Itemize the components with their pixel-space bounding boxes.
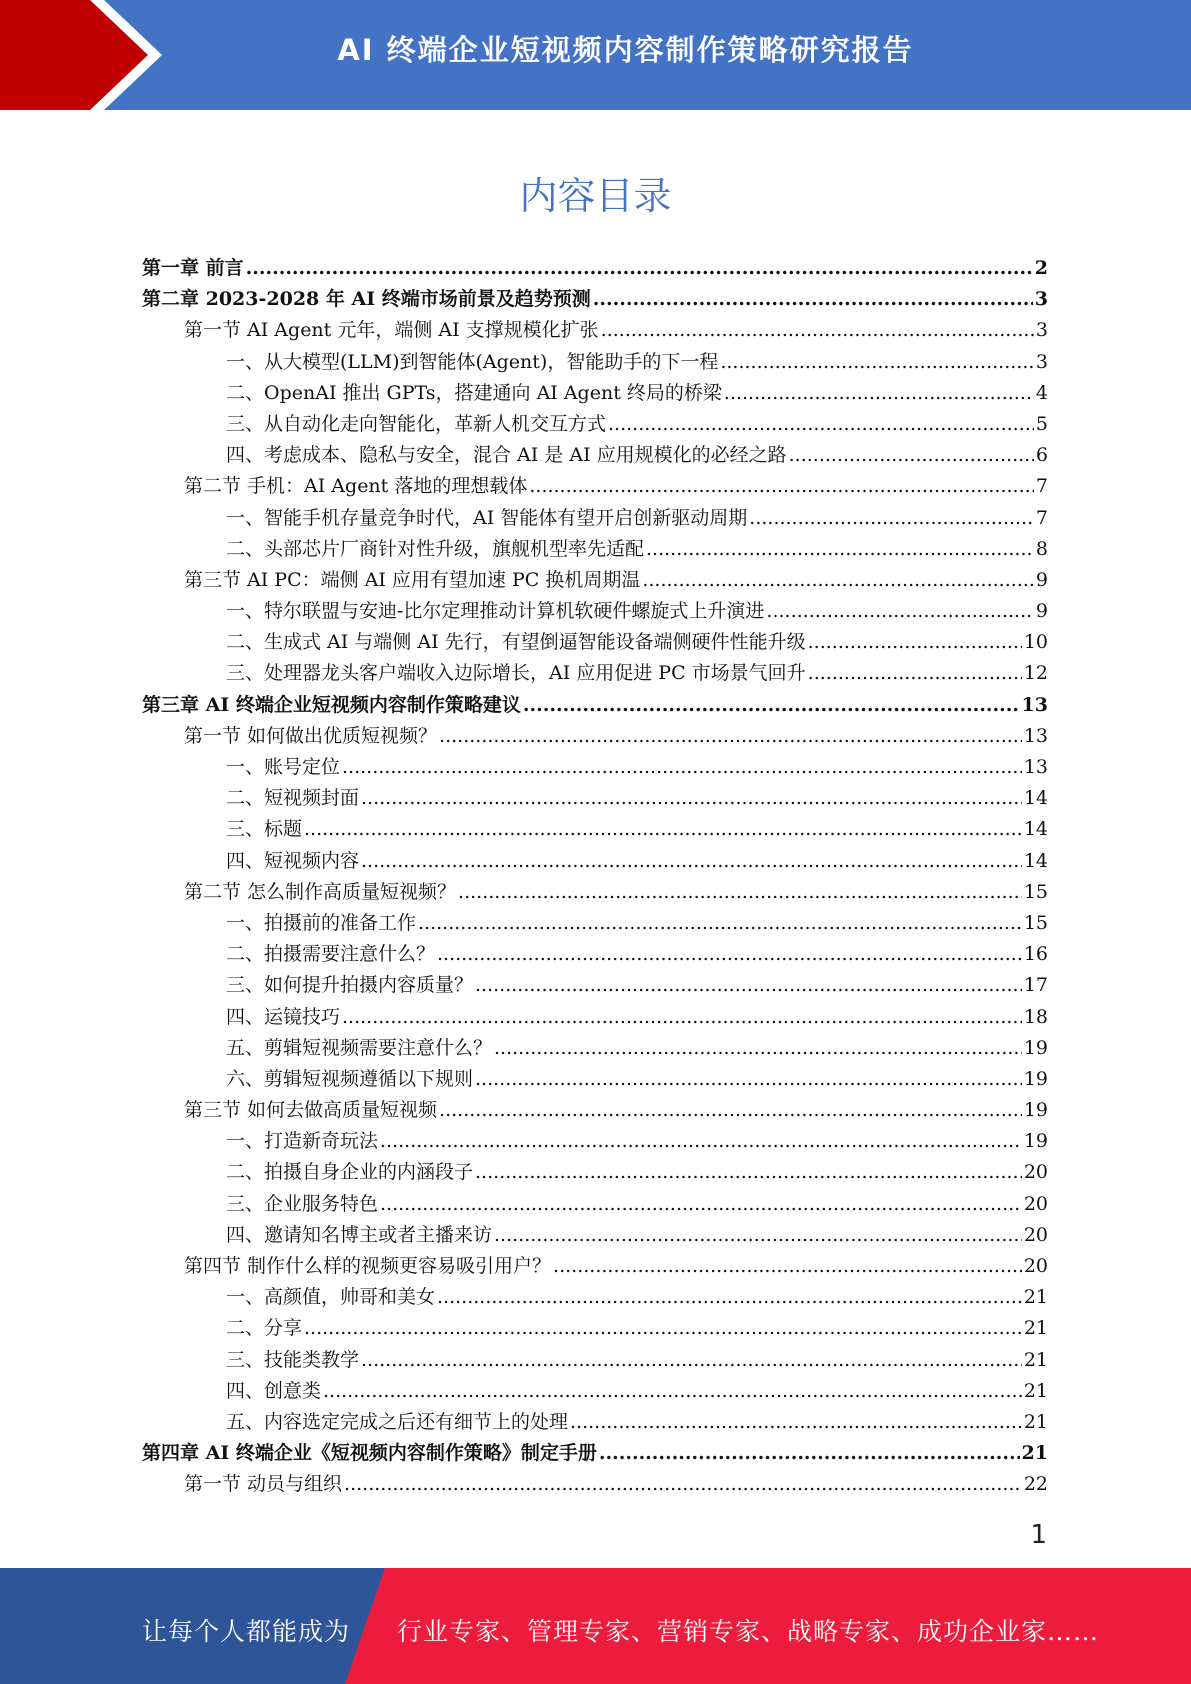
toc-dot-leader bbox=[418, 912, 1022, 934]
toc-entry-page: 13 bbox=[1023, 756, 1048, 778]
toc-entry[interactable] bbox=[142, 565, 1048, 596]
toc-entry-title: 第一章 前言 bbox=[142, 257, 244, 279]
toc-entry[interactable] bbox=[142, 1064, 1048, 1095]
toc-entry-page: 7 bbox=[1035, 506, 1048, 529]
toc-entry-page: 18 bbox=[1023, 1005, 1048, 1028]
toc-dot-leader bbox=[458, 881, 1022, 903]
toc-dot-leader bbox=[720, 351, 1034, 373]
toc-entry[interactable] bbox=[142, 596, 1048, 627]
toc-entry-title: 三、如何提升拍摄内容质量？ bbox=[226, 974, 474, 997]
toc-entry-title: 二、短视频封面 bbox=[226, 787, 360, 810]
toc-entry-title: 三、处理器龙头客户端收入边际增长，AI 应用促进 PC 市场景气回升 bbox=[226, 662, 806, 685]
toc-entry-page: 20 bbox=[1023, 1223, 1048, 1246]
toc-entry-title: 一、特尔联盟与安迪-比尔定理推动计算机软硬件螺旋式上升演进 bbox=[226, 600, 765, 623]
toc-dot-leader bbox=[304, 818, 1022, 840]
toc-entry[interactable] bbox=[142, 1345, 1048, 1376]
toc-dot-leader bbox=[380, 1193, 1022, 1215]
toc-entry[interactable] bbox=[142, 1220, 1048, 1251]
toc-entry-title: 第二章 2023-2028 年 AI 终端市场前景及趋势预测 bbox=[142, 288, 591, 311]
toc-entry-title: 三、标题 bbox=[226, 818, 303, 841]
toc-dot-leader bbox=[439, 1099, 1022, 1121]
toc-dot-leader bbox=[475, 1161, 1022, 1183]
toc-dot-leader bbox=[342, 1006, 1022, 1028]
toc-entry-title: 二、分享 bbox=[226, 1317, 303, 1340]
toc-dot-leader bbox=[570, 1411, 1022, 1433]
toc-entry-page: 19 bbox=[1023, 1130, 1048, 1153]
toc-entry-page: 20 bbox=[1023, 1255, 1048, 1277]
toc-entry-page: 12 bbox=[1023, 662, 1048, 685]
toc-entry-page: 20 bbox=[1023, 1161, 1048, 1184]
toc-entry-page: 6 bbox=[1035, 444, 1048, 467]
toc-entry-title: 一、账号定位 bbox=[226, 756, 341, 778]
toc-entry-page: 17 bbox=[1023, 974, 1048, 997]
toc-dot-leader bbox=[553, 1255, 1022, 1277]
toc-dot-leader bbox=[323, 1380, 1022, 1402]
toc-dot-leader bbox=[642, 569, 1034, 591]
toc-entry-page: 20 bbox=[1023, 1192, 1048, 1215]
toc-dot-leader bbox=[766, 600, 1033, 622]
toc-entry[interactable] bbox=[142, 440, 1048, 471]
toc-entry-title: 三、技能类教学 bbox=[226, 1348, 360, 1371]
page-number: 1 bbox=[1030, 1520, 1047, 1550]
toc-entry[interactable] bbox=[142, 1438, 1048, 1469]
toc-entry-page: 21 bbox=[1021, 1442, 1048, 1465]
report-title: AI 终端企业短视频内容制作策略研究报告 bbox=[337, 33, 914, 67]
toc-entry[interactable] bbox=[142, 347, 1048, 378]
toc-dot-leader bbox=[494, 1224, 1022, 1246]
toc-entry-title: 第二节 怎么制作高质量短视频？ bbox=[184, 880, 457, 903]
toc-entry[interactable] bbox=[142, 846, 1048, 877]
toc-entry-title: 一、从大模型(LLM)到智能体(Agent)，智能助手的下一程 bbox=[226, 350, 719, 373]
toc-entry-title: 五、内容选定完成之后还有细节上的处理 bbox=[226, 1410, 569, 1433]
toc-entry[interactable] bbox=[142, 1469, 1048, 1500]
toc-heading: 内容目录 bbox=[519, 174, 672, 218]
toc-entry-title: 第三章 AI 终端企业短视频内容制作策略建议 bbox=[142, 693, 521, 716]
toc-entry-page: 21 bbox=[1023, 1317, 1048, 1340]
toc-entry-title: 一、高颜值，帅哥和美女 bbox=[226, 1286, 436, 1309]
toc-entry[interactable] bbox=[142, 378, 1048, 409]
toc-entry-title: 第三节 如何去做高质量短视频 bbox=[184, 1099, 438, 1122]
toc-entry-title: 三、企业服务特色 bbox=[226, 1192, 379, 1215]
toc-entry[interactable] bbox=[142, 253, 1048, 284]
toc-entry-title: 第四节 制作什么样的视频更容易吸引用户？ bbox=[184, 1255, 552, 1277]
toc-entry-page: 2 bbox=[1034, 257, 1048, 279]
toc-entry[interactable] bbox=[142, 1376, 1048, 1407]
toc-entry-title: 四、创意类 bbox=[226, 1379, 322, 1402]
toc-entry-page: 19 bbox=[1023, 1036, 1048, 1059]
toc-entry-title: 二、拍摄自身企业的内涵段子 bbox=[226, 1161, 474, 1184]
toc-dot-leader bbox=[749, 507, 1034, 529]
toc-entry-title: 第三节 AI PC：端侧 AI 应用有望加速 PC 换机周期温 bbox=[184, 568, 641, 591]
toc-entry-page: 13 bbox=[1023, 724, 1048, 747]
toc-entry-page: 15 bbox=[1023, 880, 1048, 903]
toc-entry-title: 六、剪辑短视频遵循以下规则 bbox=[226, 1067, 474, 1090]
toc-entry[interactable] bbox=[142, 877, 1048, 908]
toc-entry[interactable] bbox=[142, 1157, 1048, 1188]
toc-entry-title: 第一节 动员与组织 bbox=[184, 1473, 343, 1496]
toc-entry-page: 9 bbox=[1035, 600, 1048, 623]
toc-entry-page: 7 bbox=[1035, 475, 1048, 498]
toc-entry-title: 第一节 AI Agent 元年，端侧 AI 支撑规模化扩张 bbox=[184, 319, 599, 342]
toc-entry[interactable] bbox=[142, 1033, 1048, 1064]
toc-entry[interactable] bbox=[142, 315, 1048, 346]
toc-entry[interactable] bbox=[142, 752, 1048, 783]
toc-entry[interactable] bbox=[142, 471, 1048, 502]
toc-entry-page: 21 bbox=[1023, 1379, 1048, 1402]
toc-dot-leader bbox=[529, 475, 1034, 497]
toc-entry-title: 四、短视频内容 bbox=[226, 849, 360, 872]
toc-entry[interactable] bbox=[142, 1313, 1048, 1344]
toc-entry-title: 第二节 手机：AI Agent 落地的理想载体 bbox=[184, 475, 528, 498]
toc-entry-page: 9 bbox=[1035, 568, 1048, 591]
toc-entry-page: 21 bbox=[1023, 1286, 1048, 1309]
toc-dot-leader bbox=[808, 662, 1022, 684]
toc-entry-title: 三、从自动化走向智能化，革新人机交互方式 bbox=[226, 412, 607, 435]
toc-entry-title: 一、智能手机存量竞争时代，AI 智能体有望开启创新驱动周期 bbox=[226, 506, 748, 529]
toc-entry[interactable] bbox=[142, 1002, 1048, 1033]
toc-entry[interactable] bbox=[142, 690, 1048, 721]
toc-entry-page: 14 bbox=[1023, 818, 1048, 841]
toc-entry-page: 3 bbox=[1034, 288, 1048, 311]
toc-dot-leader bbox=[608, 413, 1034, 435]
toc-dot-leader bbox=[437, 1286, 1022, 1308]
toc-entry-page: 4 bbox=[1035, 381, 1048, 404]
toc-entry-page: 19 bbox=[1023, 1099, 1048, 1122]
toc-dot-leader bbox=[439, 725, 1022, 747]
toc-entry-title: 四、考虑成本、隐私与安全，混合 AI 是 AI 应用规模化的必经之路 bbox=[226, 444, 787, 467]
toc-entry-page: 14 bbox=[1023, 849, 1048, 872]
footer-slogan-left: 让每个人都能成为 bbox=[142, 1617, 351, 1646]
toc-entry[interactable] bbox=[142, 783, 1048, 814]
toc-entry-page: 3 bbox=[1035, 350, 1048, 373]
toc-entry[interactable] bbox=[142, 1126, 1048, 1157]
toc-entry-page: 14 bbox=[1023, 787, 1048, 810]
toc-entry-page: 21 bbox=[1023, 1410, 1048, 1433]
toc-dot-leader bbox=[361, 850, 1022, 872]
table-of-contents bbox=[142, 253, 1048, 1501]
toc-entry-title: 第一节 如何做出优质短视频？ bbox=[184, 724, 438, 747]
toc-entry[interactable] bbox=[142, 1251, 1048, 1282]
toc-entry[interactable] bbox=[142, 814, 1048, 845]
toc-dot-leader bbox=[494, 1037, 1022, 1059]
toc-entry-page: 3 bbox=[1035, 319, 1048, 342]
toc-entry[interactable] bbox=[142, 908, 1048, 939]
toc-entry[interactable] bbox=[142, 970, 1048, 1001]
toc-dot-leader bbox=[808, 631, 1022, 653]
toc-entry-title: 二、OpenAI 推出 GPTs，搭建通向 AI Agent 终局的桥梁 bbox=[226, 381, 722, 404]
toc-entry[interactable] bbox=[142, 534, 1048, 565]
toc-entry-page: 13 bbox=[1021, 693, 1048, 716]
toc-dot-leader bbox=[380, 1130, 1022, 1152]
toc-entry-title: 二、头部芯片厂商针对性升级，旗舰机型率先适配 bbox=[226, 537, 645, 560]
toc-entry[interactable] bbox=[142, 721, 1048, 752]
toc-entry-page: 8 bbox=[1035, 537, 1048, 560]
toc-dot-leader bbox=[246, 257, 1033, 279]
toc-dot-leader bbox=[601, 319, 1034, 341]
toc-dot-leader bbox=[475, 1068, 1022, 1090]
toc-dot-leader bbox=[304, 1317, 1022, 1339]
toc-dot-leader bbox=[361, 787, 1022, 809]
toc-entry[interactable] bbox=[142, 1189, 1048, 1220]
toc-entry-page: 21 bbox=[1023, 1348, 1048, 1371]
toc-dot-leader bbox=[593, 288, 1033, 310]
toc-entry[interactable] bbox=[142, 284, 1048, 315]
toc-dot-leader bbox=[646, 538, 1034, 560]
footer-band bbox=[0, 1568, 1191, 1684]
toc-entry-title: 一、拍摄前的准备工作 bbox=[226, 911, 417, 934]
toc-entry-title: 二、拍摄需要注意什么？ bbox=[226, 943, 436, 966]
toc-entry-page: 19 bbox=[1023, 1067, 1048, 1090]
toc-entry[interactable] bbox=[142, 627, 1048, 658]
toc-entry-title: 四、邀请知名博主或者主播来访 bbox=[226, 1223, 493, 1246]
toc-entry-page: 10 bbox=[1023, 631, 1048, 654]
toc-entry-title: 五、剪辑短视频需要注意什么？ bbox=[226, 1036, 493, 1059]
toc-entry-title: 二、生成式 AI 与端侧 AI 先行，有望倒逼智能设备端侧硬件性能升级 bbox=[226, 631, 806, 654]
toc-dot-leader bbox=[789, 444, 1034, 466]
toc-entry-page: 16 bbox=[1023, 943, 1048, 966]
footer-slogan-right: 行业专家、管理专家、营销专家、战略专家、成功企业家…… bbox=[397, 1617, 1100, 1646]
toc-entry-title: 四、运镜技巧 bbox=[226, 1005, 341, 1028]
toc-dot-leader bbox=[344, 1473, 1022, 1495]
toc-entry[interactable] bbox=[142, 1282, 1048, 1313]
toc-entry-title: 第四章 AI 终端企业《短视频内容制作策略》制定手册 bbox=[142, 1442, 597, 1465]
toc-dot-leader bbox=[361, 1349, 1022, 1371]
toc-dot-leader bbox=[724, 382, 1034, 404]
toc-dot-leader bbox=[599, 1442, 1020, 1464]
toc-entry[interactable] bbox=[142, 409, 1048, 440]
toc-entry[interactable] bbox=[142, 658, 1048, 689]
toc-entry-page: 22 bbox=[1023, 1473, 1048, 1496]
toc-entry[interactable] bbox=[142, 1095, 1048, 1126]
toc-dot-leader bbox=[342, 756, 1022, 778]
toc-entry[interactable] bbox=[142, 503, 1048, 534]
toc-entry[interactable] bbox=[142, 1407, 1048, 1438]
toc-dot-leader bbox=[475, 974, 1022, 996]
toc-dot-leader bbox=[437, 943, 1022, 965]
toc-entry[interactable] bbox=[142, 939, 1048, 970]
toc-dot-leader bbox=[523, 694, 1020, 716]
toc-entry-page: 15 bbox=[1023, 911, 1048, 934]
header-band bbox=[0, 0, 1191, 110]
toc-entry-title: 一、打造新奇玩法 bbox=[226, 1130, 379, 1153]
toc-entry-page: 5 bbox=[1035, 412, 1048, 435]
